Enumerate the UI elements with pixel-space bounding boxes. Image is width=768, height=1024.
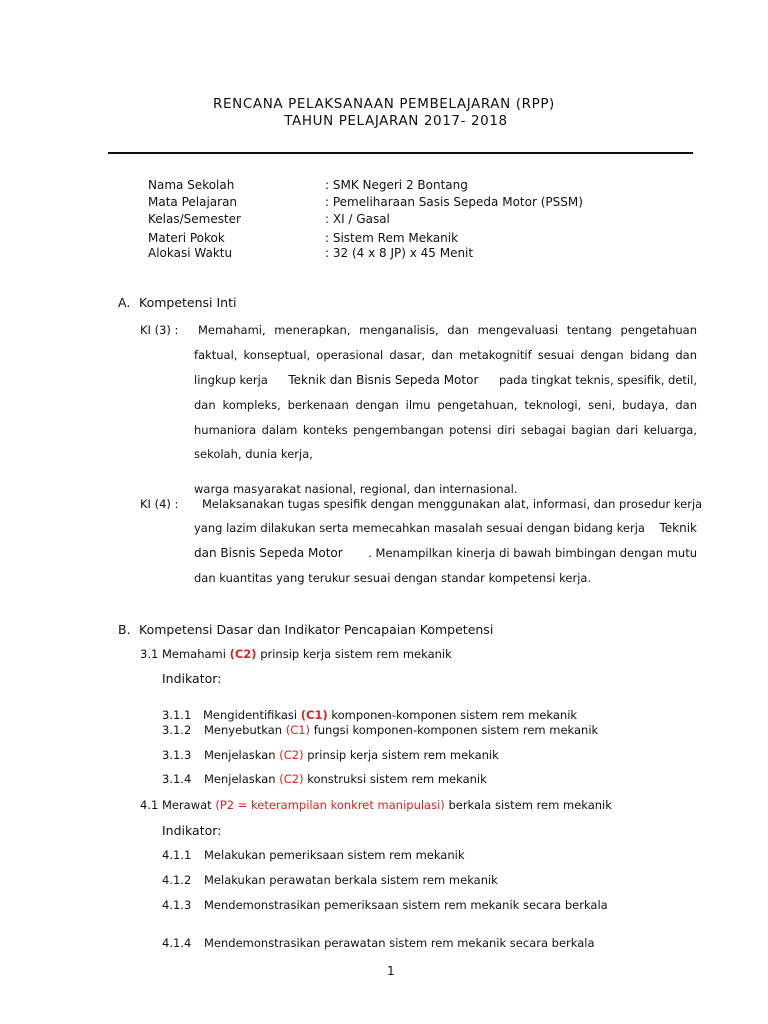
section-b-letter: B. — [118, 622, 131, 637]
indicator-3-1-1 — [162, 708, 577, 722]
info-label-subject: Mata Pelajaran — [148, 195, 238, 209]
ki4-line-2-b: Teknik — [659, 521, 697, 535]
indicator-code: (C1) — [285, 723, 311, 737]
ki3-line-3-b: Teknik dan Bisnis Sepeda Motor — [288, 373, 479, 387]
kd-3-1-code: (C2) — [229, 647, 257, 661]
ki4-line-3-b: . Menampilkan kinerja di bawah bimbingan dengan mutu — [368, 546, 697, 560]
indicator-post: prinsip kerja sistem rem mekanik — [307, 748, 499, 762]
indicator-post: fungsi komponen-komponen sistem rem mekanik — [313, 723, 599, 737]
ki3-line-1: Memahami, menerapkan, menganalisis, dan mengevaluasi tentang pengetahuan — [198, 323, 697, 337]
indicator-3-1-2 — [162, 723, 598, 737]
ki3-line-5: humaniora dalam konteks pengembangan potensi diri sebagai bagian dari keluarga, — [194, 423, 697, 437]
ki4-line-2-a: yang lazim dilakukan serta memecahkan masalah sesuai dengan bidang kerja — [194, 521, 645, 535]
kd-4-1-post: berkala sistem rem mekanik — [448, 798, 612, 812]
indicator-3-1-3 — [162, 748, 499, 762]
indicator-num: 4.1.2 — [162, 873, 192, 887]
ki3-line-3 — [194, 373, 697, 387]
indicator-pre: Menyebutkan — [204, 723, 283, 737]
kd-3-1-indikator-label: Indikator: — [162, 671, 222, 686]
document-subtitle: TAHUN PELAJARAN 2017- 2018 — [284, 113, 508, 129]
indicator-4-1-3 — [162, 898, 608, 912]
ki3-line-3-a: lingkup kerja — [194, 373, 268, 387]
indicator-num: 3.1.2 — [162, 723, 192, 737]
info-value-school: : SMK Negeri 2 Bontang — [325, 178, 468, 192]
ki3-line-3-c: pada tingkat teknis, spesifik, detil, — [498, 373, 697, 387]
kd-3-1-num: 3.1 — [140, 647, 159, 661]
indicator-code: (C2) — [279, 748, 304, 762]
info-value-subject: : Pemeliharaan Sasis Sepeda Motor (PSSM) — [325, 195, 583, 209]
indicator-3-1-4 — [162, 772, 487, 786]
ki4-line-4: dan kuantitas yang terukur sesuai dengan standar kompetensi kerja. — [194, 571, 592, 585]
info-label-class: Kelas/Semester — [148, 212, 241, 226]
ki4-line-3-a: dan Bisnis Sepeda Motor — [194, 546, 343, 560]
kd-4-1-num: 4.1 — [140, 798, 159, 812]
indicator-4-1-1 — [162, 848, 465, 862]
section-b-title: Kompetensi Dasar dan Indikator Pencapaian Kompetensi — [139, 622, 494, 637]
indicator-pre: Mengidentifikasi — [203, 708, 298, 722]
kd-4-1-indikator-label: Indikator: — [162, 823, 222, 838]
ki3-label: KI (3) : — [140, 323, 179, 337]
indicator-post: komponen-komponen sistem rem mekanik — [331, 708, 578, 722]
document-title: RENCANA PELAKSANAAN PEMBELAJARAN (RPP) — [213, 96, 555, 112]
info-value-time: : 32 (4 x 8 JP) x 45 Menit — [325, 246, 474, 260]
indicator-num: 3.1.3 — [162, 748, 192, 762]
info-value-class: : XI / Gasal — [325, 212, 390, 226]
ki3-line-7: warga masyarakat nasional, regional, dan internasional. — [194, 482, 518, 496]
page-number: 1 — [387, 964, 395, 978]
section-a-letter: A. — [118, 295, 131, 310]
kd-3-1-pre: Memahami — [161, 647, 226, 661]
indicator-pre: Menjelaskan — [204, 772, 276, 786]
indicator-post: konstruksi sistem rem mekanik — [307, 772, 487, 786]
indicator-text: Mendemonstrasikan pemeriksaan sistem rem mekanik secara berkala — [204, 898, 608, 912]
indicator-num: 4.1.4 — [162, 936, 192, 950]
indicator-pre: Menjelaskan — [204, 748, 276, 762]
indicator-code: (C1) — [300, 708, 328, 722]
indicator-text: Melakukan pemeriksaan sistem rem mekanik — [204, 848, 465, 862]
indicator-code: (C2) — [279, 772, 304, 786]
indicator-text: Melakukan perawatan berkala sistem rem mekanik — [204, 873, 498, 887]
info-label-time: Alokasi Waktu — [148, 246, 233, 260]
kd-3-1-post: prinsip kerja sistem rem mekanik — [260, 647, 452, 661]
kd-3-1 — [140, 647, 452, 661]
indicator-4-1-2 — [162, 873, 498, 887]
ki4-line-3 — [194, 546, 697, 560]
ki3-line-4: dan kompleks, berkenaan dengan ilmu pengetahuan, teknologi, seni, budaya, dan — [194, 398, 697, 412]
section-a-title: Kompetensi Inti — [139, 295, 237, 310]
ki3-line-6: sekolah, dunia kerja, — [194, 447, 313, 461]
ki4-line-2 — [194, 521, 697, 535]
indicator-num: 3.1.4 — [162, 772, 192, 786]
indicator-4-1-4 — [162, 936, 595, 950]
ki4-label: KI (4) : — [140, 497, 179, 511]
ki4-line-1: Melaksanakan tugas spesifik dengan menggunakan alat, informasi, dan prosedur kerja — [202, 497, 703, 511]
indicator-num: 3.1.1 — [162, 708, 192, 722]
indicator-text: Mendemonstrasikan perawatan sistem rem mekanik secara berkala — [204, 936, 595, 950]
ki3-line-2: faktual, konseptual, operasional dasar, dan metakognitif sesuai dengan bidang dan — [194, 348, 697, 362]
indicator-num: 4.1.3 — [162, 898, 192, 912]
info-label-school: Nama Sekolah — [148, 178, 235, 192]
info-label-topic: Materi Pokok — [148, 231, 225, 245]
kd-4-1-pre: Merawat — [161, 798, 212, 812]
info-value-topic: : Sistem Rem Mekanik — [325, 231, 459, 245]
indicator-num: 4.1.1 — [162, 848, 192, 862]
kd-4-1-code: (P2 = keterampilan konkret manipulasi) — [215, 798, 445, 812]
kd-4-1 — [140, 798, 612, 812]
top-divider — [108, 152, 693, 154]
